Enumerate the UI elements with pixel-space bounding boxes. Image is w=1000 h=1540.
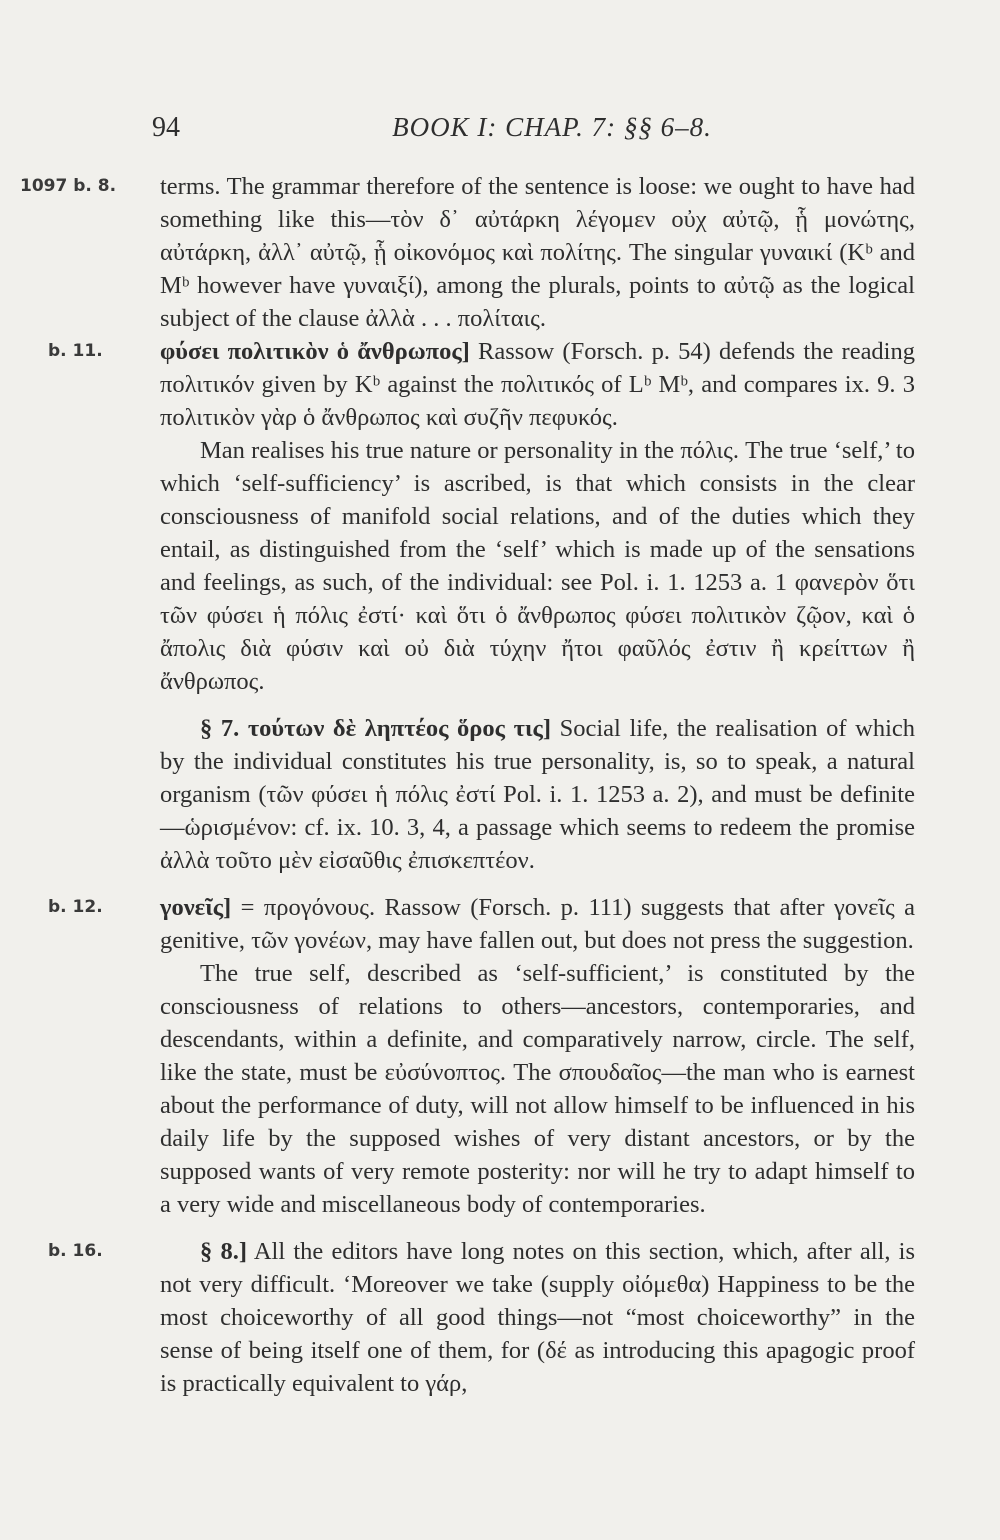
paragraph-text: = προγόνους. Rassow (Forsch. p. 111) suggests that after γονεῖς a genitive, τῶν γονέων, may have fallen out, but does not press the suggestion. bbox=[160, 894, 915, 954]
lemma: § 7. τούτων δὲ ληπτέος ὅρος τις] bbox=[200, 715, 551, 742]
paragraph-7 bbox=[48, 1235, 915, 1400]
margin-reference: b. 12. bbox=[48, 897, 103, 917]
paragraph-6 bbox=[160, 957, 915, 1221]
page-header bbox=[152, 112, 912, 152]
commentary-body bbox=[20, 170, 915, 1400]
paragraph-text: All the editors have long notes on this section, which, after all, is not very difficult. ‘Moreover we take (supply οἰόμεθα) Happiness to be the most choiceworthy of all good things—not “most choiceworthy” in the sense of being itself one of them, for (δέ as introducing this apagogic proof is practically equivalent to γάρ, bbox=[160, 1238, 915, 1397]
margin-reference: b. 11. bbox=[48, 341, 103, 361]
paragraph-text: terms. The grammar therefore of the sentence is loose: we ought to have had something like this—τὸν δ᾽ αὐτάρκη λέγομεν οὐχ αὐτῷ, ᾗ μονώτης, αὐτάρκη, ἀλλ᾽ αὐτῷ, ᾗ οἰκονόμος καὶ πολίτης. The singular γυναικί (Kᵇ and Mᵇ however have γυναιξί), among the plurals, points to αὐτῷ as the logical subject of the clause ἀλλὰ . . . πολίταις. bbox=[160, 173, 915, 332]
paragraph-1 bbox=[20, 170, 915, 335]
running-head: BOOK I: CHAP. 7: §§ 6–8. bbox=[392, 112, 712, 142]
lemma: γονεῖς] bbox=[160, 894, 232, 921]
paragraph-2 bbox=[48, 335, 915, 434]
paragraph-3 bbox=[160, 434, 915, 698]
paragraph-text: Social life, the realisation of which by the individual constitutes his true personality, is, so to speak, a natural organism (τῶν φύσει ἡ πόλις ἐστί Pol. i. 1. 1253 a. 2), and must be definite—ὡρισμένον: cf. ix. 10. 3, 4, a passage which seems to redeem the promise ἀλλὰ τοῦτο μὲν εἰσαῦθις ἐπισκεπτέον. bbox=[160, 715, 915, 874]
paragraph-text: Rassow (Forsch. p. 54) defends the reading πολιτικόν given by Kᵇ against the πολιτικός of Lᵇ Mᵇ, and compares ix. 9. 3 πολιτικὸν γὰρ ὁ ἄνθρωπος καὶ συζῆν πεφυκός. bbox=[160, 338, 915, 431]
paragraph-4 bbox=[160, 712, 915, 877]
lemma: φύσει πολιτικὸν ὁ ἄνθρωπος] bbox=[160, 338, 470, 365]
paragraph-5 bbox=[48, 891, 915, 957]
paragraph-text: Man realises his true nature or personality in the πόλις. The true ‘self,’ to which ‘self-sufficiency’ is ascribed, is that which consists in the clear consciousness of manifold social relations, and of the duties which they entail, as distinguished from the ‘self’ which is made up of the sensations and feelings, as such, of the individual: see Pol. i. 1. 1253 a. 1 φανερὸν ὅτι τῶν φύσει ἡ πόλις ἐστί· καὶ ὅτι ὁ ἄνθρωπος φύσει πολιτικὸν ζῷον, καὶ ὁ ἄπολις διὰ φύσιν καὶ οὐ διὰ τύχην ἤτοι φαῦλός ἐστιν ἢ κρείττων ἢ ἄνθρωπος. bbox=[160, 437, 915, 695]
margin-reference: b. 16. bbox=[48, 1241, 103, 1261]
paragraph-text: The true self, described as ‘self-sufficient,’ is constituted by the consciousness of relations to others—ancestors, contemporaries, and descendants, within a definite, and comparatively narrow, circle. The self, like the state, must be εὐσύνοπτος. The σπουδαῖος—the man who is earnest about the performance of duty, will not allow himself to be influenced in his daily life by the supposed wishes of very distant ancestors, or by the supposed wants of very remote posterity: nor will he try to adapt himself to a very wide and miscellaneous body of contemporaries. bbox=[160, 960, 915, 1218]
lemma: § 8.] bbox=[200, 1238, 247, 1265]
margin-reference: 1097 b. 8. bbox=[20, 176, 117, 196]
page-number: 94 bbox=[152, 112, 180, 143]
